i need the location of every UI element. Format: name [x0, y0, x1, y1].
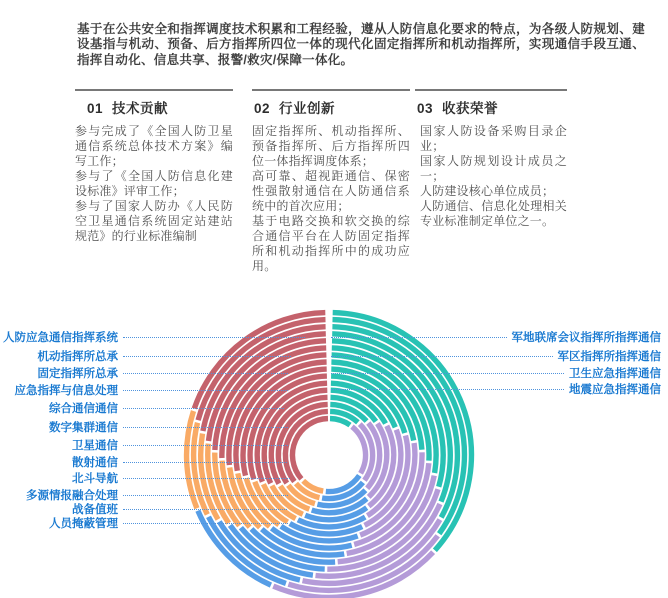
chart-left-label-row [0, 502, 287, 516]
section-item: 国家人防规划设计成员之一； [420, 154, 567, 183]
chart-left-label-row [0, 455, 287, 469]
section-title: 行业创新 [279, 101, 336, 116]
leader-line [123, 337, 305, 338]
chart-right-label-row [331, 349, 661, 363]
leader-line [331, 356, 553, 357]
ring-0-teal-arc [330, 419, 350, 426]
chart-category-label: 卫生应急指挥通信 [569, 368, 661, 380]
section-item: 人防通信、信息化处理相关专业标准制定单位之一。 [420, 199, 567, 228]
leader-line [123, 356, 291, 357]
chart-left-label-row [0, 349, 291, 363]
chart-right-label-row [331, 330, 661, 344]
leader-line [123, 445, 288, 446]
chart-right-label-row [331, 366, 661, 380]
chart-category-label: 数字集群通信 [49, 422, 118, 434]
chart-left-label-row [0, 366, 288, 380]
section-item: 固定指挥所、机动指挥所、预备指挥所、后方指挥所四位一体指挥调度体系； [252, 124, 410, 168]
chart-category-label: 北斗导航 [72, 473, 118, 485]
chart-category-label: 固定指挥所总承 [37, 368, 118, 380]
leader-line [123, 478, 290, 479]
leader-line [331, 389, 564, 390]
leader-line [123, 390, 288, 391]
section-item: 国家人防设备采购目录企业； [420, 124, 567, 153]
section-title: 收获荣誉 [442, 101, 499, 116]
chart-left-label-row [0, 330, 305, 344]
leader-line [123, 495, 288, 496]
chart-category-label: 机动指挥所总承 [37, 351, 118, 363]
leader-line [331, 337, 507, 338]
chart-category-label: 地震应急指挥通信 [569, 384, 661, 396]
section-title: 技术贡献 [112, 101, 169, 116]
ring-0-purple-arc [352, 427, 366, 474]
chart-category-label: 应急指挥与信息处理 [14, 385, 118, 397]
leader-line [123, 523, 288, 524]
chart-left-label-row [0, 401, 284, 415]
section-item: 人防建设核心单位成员； [420, 184, 555, 198]
chart-category-label: 人员掩蔽管理 [49, 518, 118, 530]
chart-category-label: 战备值班 [72, 504, 118, 516]
leader-line [331, 373, 564, 374]
chart-category-label: 人防应急通信指挥系统 [3, 332, 118, 344]
chart-left-label-row [0, 420, 288, 434]
section-item: 参与了《全国人防信息化建设标准》评审工作； [75, 169, 233, 198]
chart-category-label: 多源情报融合处理 [26, 490, 118, 502]
chart-left-label-row [0, 488, 288, 502]
section-item: 参与了国家人防办《人民防空卫星通信系统固定站建站规范》的行业标准编制 [75, 199, 233, 243]
section-item: 基于电路交换和软交换的综合通信平台在人防固定指挥所和机动指挥所中的成功应用。 [252, 214, 410, 273]
leader-line [123, 373, 288, 374]
leader-line [123, 427, 288, 428]
intro-paragraph: 基于在公共安全和指挥调度技术积累和工程经验，遵从人防信息化要求的特点，为各级人防规划、建设基指与机动、预备、后方指挥所四位一体的现代化固定指挥所和机动指挥所，实现通信手段互通、指挥自动化、信息共享、报警/救灾/保障一体化。 [77, 21, 645, 67]
chart-category-label: 散射通信 [72, 457, 118, 469]
chart-left-label-row [0, 438, 288, 452]
leader-line [123, 509, 287, 510]
section-item: 参与完成了《全国人防卫星通信系统总体技术方案》编写工作； [75, 124, 233, 168]
section-number: 03 [417, 101, 434, 116]
chart-category-label: 卫星通信 [72, 440, 118, 452]
chart-right-label-row [331, 382, 661, 396]
leader-line [123, 408, 284, 409]
section-number: 02 [254, 101, 271, 116]
chart-left-label-row [0, 383, 288, 397]
chart-category-label: 综合通信通信 [49, 403, 118, 415]
leader-line [123, 462, 287, 463]
section-item: 高可靠、超视距通信、保密性强散射通信在人防通信系统中的首次应用； [252, 169, 410, 213]
section-number: 01 [87, 101, 104, 116]
chart-category-label: 军区指挥所指挥通信 [557, 351, 661, 363]
chart-left-label-row [0, 471, 290, 485]
chart-category-label: 军地联席会议指挥所指挥通信 [511, 332, 661, 344]
chart-left-label-row [0, 516, 288, 530]
